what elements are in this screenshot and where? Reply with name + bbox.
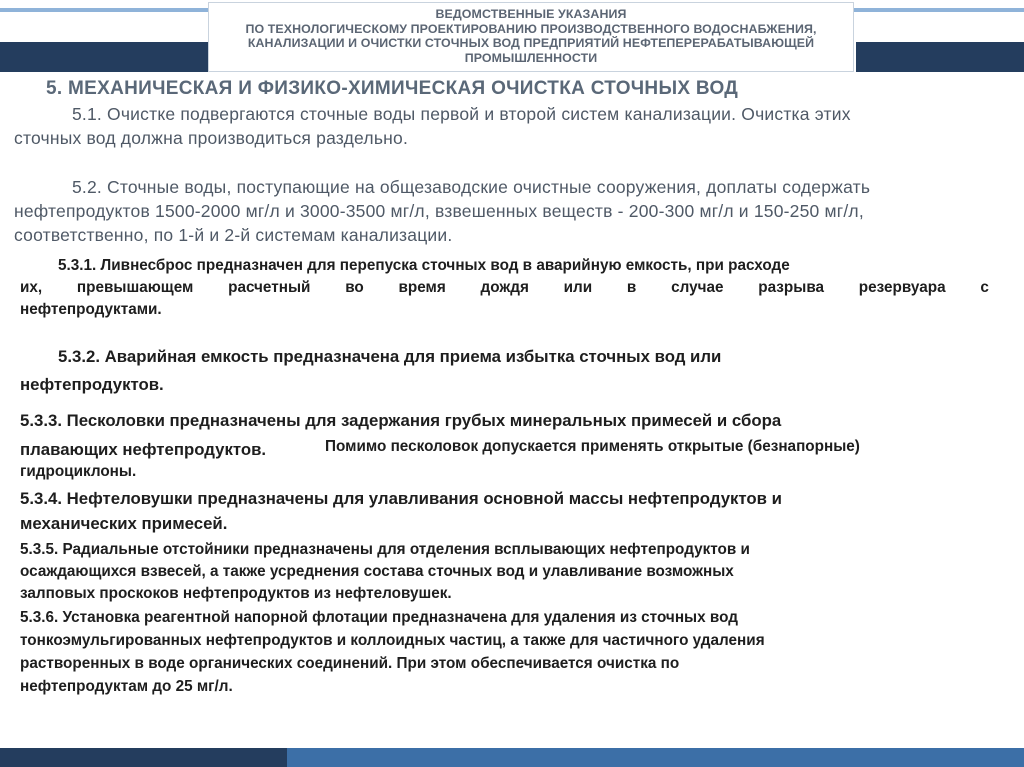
p531-line-2-word: с <box>980 279 989 296</box>
p531-line-2-word: или <box>563 279 593 296</box>
p531-line-2-word: дождя <box>480 279 529 296</box>
p531-line-2 <box>20 279 989 297</box>
p534-line-1: 5.3.4. Нефтеловушки предназначены для улавливания основной массы нефтепродуктов и <box>20 489 782 508</box>
section-title: 5. МЕХАНИЧЕСКАЯ И ФИЗИКО-ХИМИЧЕСКАЯ ОЧИСТКА СТОЧНЫХ ВОД <box>46 78 739 99</box>
header-line-2: ПО ТЕХНОЛОГИЧЕСКОМУ ПРОЕКТИРОВАНИЮ ПРОИЗВОДСТВЕННОГО ВОДОСНАБЖЕНИЯ, <box>245 21 817 36</box>
p531-line-2-word: превышающем <box>76 279 194 296</box>
header-line-4: ПРОМЫШЛЕННОСТИ <box>464 50 598 65</box>
p534-line-2: механических примесей. <box>20 514 228 533</box>
p535-line-3: залповых проскоков нефтепродуктов из нефтеловушек. <box>20 585 452 602</box>
document-header <box>208 2 854 72</box>
footer-bar-dark <box>0 748 287 767</box>
p533-line-2b: Помимо песколовок допускается применять открытые (безнапорные) <box>325 438 860 455</box>
p532-line-1: 5.3.2. Аварийная емкость предназначена для приема избытка сточных вод или <box>58 347 722 366</box>
top-bar-left <box>0 42 208 72</box>
header-line-1: ВЕДОМСТВЕННЫЕ УКАЗАНИЯ <box>435 7 627 21</box>
p536-line-4: нефтепродуктам до 25 мг/л. <box>20 678 233 695</box>
p531-line-2-word: время <box>398 279 446 296</box>
p531-line-1: 5.3.1. Ливнесброс предназначен для перепуска сточных вод в аварийную емкость, при расходе <box>58 257 790 274</box>
p533-line-1: 5.3.3. Песколовки предназначены для задержания грубых минеральных примесей и сбора <box>20 411 782 430</box>
footer-bar-mid <box>287 748 1024 767</box>
p535-line-1: 5.3.5. Радиальные отстойники предназначены для отделения всплывающих нефтепродуктов и <box>20 541 750 558</box>
p531-line-2-word: случае <box>671 279 724 296</box>
p52-line-1: 5.2. Сточные воды, поступающие на общезаводские очистные сооружения, доплаты содержать <box>72 177 871 197</box>
p531-line-2-word: во <box>345 279 364 296</box>
p531-line-2-word: в <box>626 279 637 296</box>
p536-line-1: 5.3.6. Установка реагентной напорной флотации предназначена для удаления из сточных вод <box>20 609 738 626</box>
top-bar-right <box>856 42 1024 72</box>
p52-line-2: нефтепродуктов 1500-2000 мг/л и 3000-3500 мг/л, взвешенных веществ - 200-300 мг/л и 150-250 мг/л, <box>14 201 864 221</box>
p51-line-2: сточных вод должна производиться раздельно. <box>14 128 409 148</box>
p52-line-3: соответственно, по 1-й и 2-й системам канализации. <box>14 225 453 245</box>
p531-line-2-word: их, <box>20 279 43 296</box>
p531-line-2-word: резервуара <box>858 279 946 296</box>
p531-line-2-word: разрыва <box>758 279 825 296</box>
p533-line-2a: плавающих нефтепродуктов. <box>20 440 267 459</box>
p532-line-2: нефтепродуктов. <box>20 375 164 394</box>
p533-line-3: гидроциклоны. <box>20 463 137 480</box>
p536-line-3: растворенных в воде органических соединений. При этом обеспечивается очистка по <box>20 655 680 672</box>
p531-line-3: нефтепродуктами. <box>20 301 162 318</box>
p51-line-1: 5.1. Очистке подвергаются сточные воды первой и второй систем канализации. Очистка этих <box>72 104 851 124</box>
p536-line-2: тонкоэмульгированных нефтепродуктов и коллоидных частиц, а также для частичного удаления <box>20 632 765 649</box>
p535-line-2: осаждающихся взвесей, а также усреднения состава сточных вод и улавливание возможных <box>20 563 734 580</box>
p531-line-2-word: расчетный <box>228 279 311 296</box>
header-line-3: КАНАЛИЗАЦИИ И ОЧИСТКИ СТОЧНЫХ ВОД ПРЕДПРИЯТИЙ НЕФТЕПЕРЕРАБАТЫВАЮЩЕЙ <box>247 36 815 50</box>
